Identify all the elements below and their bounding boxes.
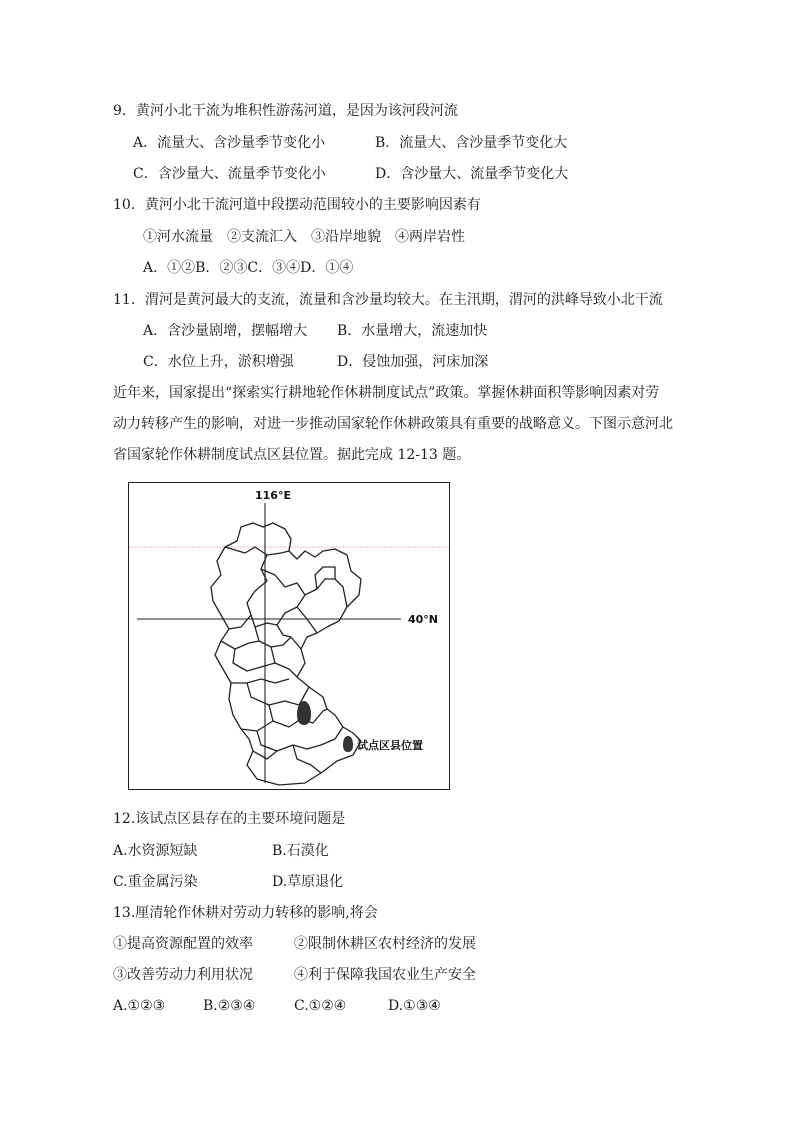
longitude-label: 116°E (255, 489, 291, 502)
q12-option-c: C.重金属污染 (113, 874, 198, 890)
q13-option-d: D.①③④ (388, 998, 441, 1014)
legend-marker-icon (343, 736, 353, 752)
intro-line-3: 省国家轮作休耕制度试点区县位置。据此完成 12-13 题。 (113, 447, 471, 463)
hebei-map-figure (128, 482, 450, 790)
q11-stem: 11．渭河是黄河最大的支流，流量和含沙量均较大。在主汛期，渭河的洪峰导致小北干流 (113, 292, 663, 308)
q12-stem: 12.该试点区县存在的主要环境问题是 (113, 811, 346, 827)
q13-choice-1: ①提高资源配置的效率 (113, 936, 253, 952)
q9-option-c: C．含沙量大、流量季节变化小 (133, 166, 326, 182)
q10-choices: ①河水流量 ②支流汇入 ③沿岸地貌 ④两岸岩性 (143, 229, 465, 245)
q13-choice-2: ②限制休耕区农村经济的发展 (294, 936, 476, 952)
q10-answers: A．①②B．②③C．③④D．①④ (143, 260, 354, 276)
q13-option-b: B.②③④ (203, 998, 256, 1014)
intro-line-1: 近年来，国家提出“探索实行耕地轮作休耕制度试点”政策。掌握休耕面积等影响因素对劳 (113, 385, 660, 401)
q13-choice-3: ③改善劳动力利用状况 (113, 967, 253, 983)
q10-stem: 10．黄河小北干流河道中段摆动范围较小的主要影响因素有 (113, 197, 481, 213)
q11-option-b: B．水量增大，流速加快 (337, 323, 488, 339)
q13-choice-4: ④利于保障我国农业生产安全 (294, 967, 476, 983)
q13-stem: 13.厘清轮作休耕对劳动力转移的影响,将会 (113, 905, 378, 921)
q12-option-a: A.水资源短缺 (113, 843, 198, 859)
q12-option-b: B.石漠化 (272, 843, 329, 859)
q9-option-b: B．流量大、含沙量季节变化大 (375, 135, 568, 151)
latitude-label: 40°N (408, 613, 439, 626)
q12-option-d: D.草原退化 (272, 874, 344, 890)
intro-line-2: 动力转移产生的影响，对进一步推动国家轮作休耕政策具有重要的战略意义。下图示意河北 (113, 416, 673, 432)
legend-label: 试点区县位置 (357, 739, 423, 752)
q11-option-d: D．侵蚀加强，河床加深 (337, 354, 489, 370)
q13-option-a: A.①②③ (113, 998, 166, 1014)
q11-option-a: A．含沙量剧增，摆幅增大 (143, 323, 308, 339)
q11-option-c: C．水位上升，淤积增强 (143, 354, 294, 370)
q13-option-c: C.①②④ (294, 998, 347, 1014)
province-outline (211, 523, 361, 785)
hebei-map (129, 483, 449, 789)
q9-stem: 9．黄河小北干流为堆积性游荡河道，是因为该河段河流 (113, 103, 458, 119)
q9-option-d: D．含沙量大、流量季节变化大 (375, 166, 569, 182)
q9-option-a: A．流量大、含沙量季节变化小 (133, 135, 326, 151)
